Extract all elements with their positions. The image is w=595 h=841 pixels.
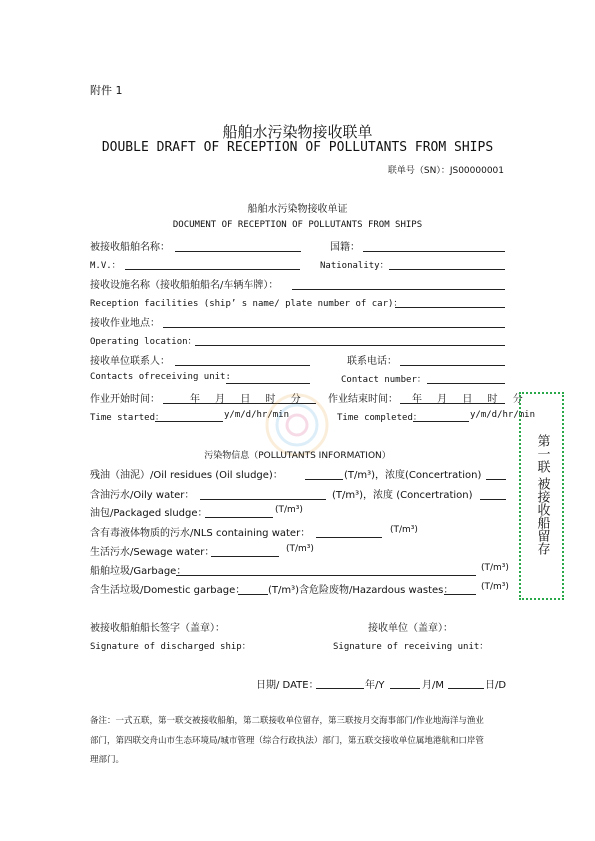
end-time-label: 作业结束时间： [328, 394, 398, 405]
unit-signature-label: 接收单位（盖章）： [368, 623, 453, 634]
packaged-sludge-label: 油包/Packaged sludge： [90, 508, 208, 519]
facility-label: 接收设施名称（接收船舶船名/车辆车牌）： [90, 280, 279, 291]
date-year-label: 年/Y [365, 680, 385, 691]
date-month-field[interactable] [390, 688, 420, 689]
start-time-units: 年 月 日 时 分 [190, 394, 301, 405]
sewage-field[interactable] [211, 556, 279, 557]
oil-residue-conc-field[interactable] [486, 479, 506, 480]
oil-residue-label: 残油（油泥）/Oil residues (Oil sludge)： [90, 470, 283, 481]
phone-en-label: Contact number： [341, 375, 426, 385]
end-time-en-label: Time completed： [337, 413, 422, 423]
document-title-cn: 船舶水污染物接收单证 [247, 204, 348, 215]
end-time-units: 年 月 日 时 分 [412, 394, 523, 405]
start-time-label: 作业开始时间： [90, 394, 160, 405]
facility-en-label: Reception facilities (ship’ s name/ plate number of car)： [90, 299, 403, 309]
oily-water-field[interactable] [200, 499, 326, 500]
sewage-label: 生活污水/Sewage water： [90, 547, 215, 558]
domestic-garbage-unit: (T/m³)含危险废物/Hazardous wastes： [268, 585, 454, 596]
sewage-unit: (T/m³) [286, 544, 314, 554]
location-label: 接收作业地点： [90, 318, 160, 329]
note-line-3: 理部门。 [90, 755, 125, 765]
date-year-field[interactable] [316, 688, 364, 689]
location-field[interactable] [163, 327, 505, 328]
mv-label: M.V.： [90, 261, 121, 271]
garbage-label: 船舶垃圾/Garbage： [90, 566, 187, 577]
nls-field[interactable] [316, 537, 382, 538]
start-time-en-field[interactable] [155, 421, 223, 422]
garbage-unit: (T/m³) [481, 563, 509, 573]
date-day-label: 日/D [485, 680, 507, 691]
date-label: 日期/ DATE： [256, 680, 319, 691]
hazardous-wastes-unit: (T/m³) [481, 582, 509, 592]
nls-label: 含有毒液体物质的污水/NLS containing water： [90, 528, 311, 539]
serial-number: 联单号（SN）：JS00000001 [387, 166, 504, 176]
oily-water-conc-field[interactable] [480, 499, 506, 500]
hazardous-wastes-field[interactable] [444, 594, 476, 595]
note-line-2: 部门，第四联交舟山市生态环境局/城市管理（综合行政执法）部门，第五联交接收单位属地港航和口岸管 [90, 736, 484, 746]
mv-field[interactable] [125, 269, 300, 270]
facility-field[interactable] [292, 289, 505, 290]
form-title-en: DOUBLE DRAFT OF RECEPTION OF POLLUTANTS FROM SHIPS [101, 140, 494, 155]
oily-water-unit: (T/m³)，浓度 (Concertration) [332, 490, 473, 501]
ship-signature-label: 被接收船舶船长签字（盖章）： [90, 623, 225, 634]
ship-signature-en-label: Signature of discharged ship： [90, 642, 251, 652]
start-time-en-format: y/m/d/hr/min [224, 410, 290, 420]
unit-signature-en-label: Signature of receiving unit： [333, 642, 489, 652]
end-time-en-format: y/m/d/hr/min [470, 410, 536, 420]
facility-en-field[interactable] [395, 307, 505, 308]
contact-label: 接收单位联系人： [90, 356, 170, 367]
domestic-garbage-label: 含生活垃圾/Domestic garbage： [90, 585, 246, 596]
phone-label: 联系电话： [347, 356, 397, 367]
nationality-en-field[interactable] [389, 269, 505, 270]
packaged-sludge-unit: (T/m³) [275, 505, 303, 515]
nls-unit: (T/m³) [390, 525, 418, 535]
ship-name-field[interactable] [175, 251, 301, 252]
copy-stub-label: 第一联 被接收船留存 [534, 434, 550, 556]
contact-en-label: Contacts ofreceiving unit: [90, 372, 231, 382]
ship-name-label: 被接收船舶名称： [90, 242, 170, 253]
start-time-en-label: Time started： [90, 413, 165, 423]
date-month-label: 月/M [422, 680, 444, 691]
phone-field[interactable] [400, 365, 505, 366]
nationality-label: 国籍： [330, 242, 360, 253]
document-title-en: DOCUMENT OF RECEPTION OF POLLUTANTS FROM SHIPS [172, 220, 423, 230]
annex-label: 附件 1 [90, 84, 123, 97]
nationality-field[interactable] [363, 251, 505, 252]
garbage-field[interactable] [176, 575, 476, 576]
packaged-sludge-field[interactable] [205, 517, 273, 518]
phone-en-field[interactable] [427, 383, 505, 384]
oil-residue-field[interactable] [305, 479, 343, 480]
contact-field[interactable] [175, 365, 310, 366]
oil-residue-unit: (T/m³)，浓度(Concertration) [344, 470, 482, 481]
copy-stub-box [519, 392, 564, 600]
form-title-cn: 船舶水污染物接收联单 [222, 123, 373, 141]
oily-water-label: 含油污水/Oily water： [90, 490, 195, 501]
nationality-en-label: Nationality： [320, 261, 389, 271]
domestic-garbage-field[interactable] [238, 594, 268, 595]
pollutants-title: 污染物信息（POLLUTANTS INFORMATION） [204, 451, 391, 461]
end-time-en-field[interactable] [413, 421, 469, 422]
note-line-1: 备注：一式五联，第一联交被接收船舶，第二联接收单位留存，第三联按月交海事部门/作业地海洋与渔业 [90, 716, 484, 726]
location-en-field[interactable] [195, 345, 505, 346]
date-day-field[interactable] [448, 688, 484, 689]
location-en-label: Operating location： [90, 337, 197, 347]
